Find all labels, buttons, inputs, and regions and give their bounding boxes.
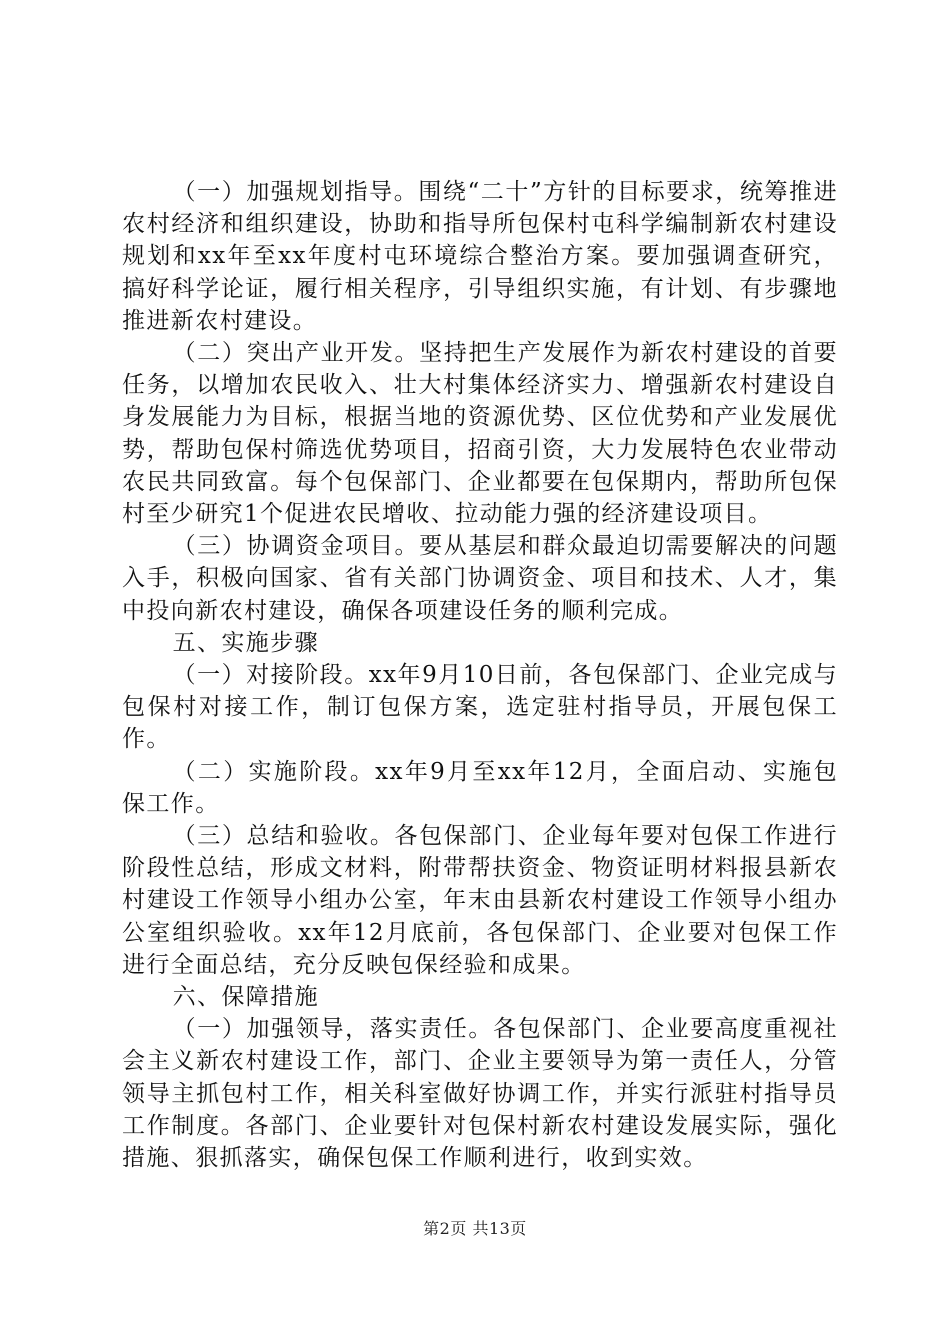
paragraph-summary-acceptance: （三）总结和验收。各包保部门、企业每年要对包保工作进行阶段性总结，形成文材料，附带帮扶资金、物资证明材料报县新农村建设工作领导小组办公室，年末由县新农村建设工作领导小组办公室组织验收。xx年12月底前，各包保部门、企业要对包保工作进行全面总结，充分反映包保经验和成果。 [122, 823, 838, 978]
paragraph-docking-stage: （一）对接阶段。xx年9月10日前，各包保部门、企业完成与包保村对接工作，制订包保方案，选定驻村指导员，开展包保工作。 [122, 662, 838, 753]
page-footer: 第2页 共13页 [423, 1219, 527, 1238]
paragraph-leadership-responsibility: （一）加强领导，落实责任。各包保部门、企业要高度重视社会主义新农村建设工作，部门、企业主要领导为第一责任人，分管领导主抓包村工作，相关科室做好协调工作，并实行派驻村指导员工作制度。各部门、企业要针对包保村新农村建设发展实际，强化措施、狠抓落实，确保包保工作顺利进行，收到实效。 [122, 1016, 838, 1172]
paragraph-implementation-stage: （二）实施阶段。xx年9月至xx年12月，全面启动、实施包保工作。 [122, 758, 838, 817]
document-body [122, 176, 838, 1174]
paragraph-industry-development: （二）突出产业开发。坚持把生产发展作为新农村建设的首要任务，以增加农民收入、壮大村集体经济实力、增强新农村建设自身发展能力为目标，根据当地的资源优势、区位优势和产业发展优势，帮助包保村筛选优势项目，招商引资，大力发展特色农业带动农民共同致富。每个包保部门、企业都要在包保期内，帮助所包保村至少研究1个促进农民增收、拉动能力强的经济建设项目。 [122, 340, 838, 528]
paragraph-planning-guidance: （一）加强规划指导。围绕“二十”方针的目标要求，统筹推进农村经济和组织建设，协助和指导所包保村屯科学编制新农村建设规划和xx年至xx年度村屯环境综合整治方案。要加强调查研究，搞好科学论证，履行相关程序，引导组织实施，有计划、有步骤地推进新农村建设。 [122, 179, 838, 334]
section-heading-safeguards: 六、保障措施 [172, 984, 319, 1011]
paragraph-funding-projects: （三）协调资金项目。要从基层和群众最迫切需要解决的问题入手，积极向国家、省有关部门协调资金、项目和技术、人才，集中投向新农村建设，确保各项建设任务的顺利完成。 [122, 533, 838, 624]
section-heading-implementation-steps: 五、实施步骤 [172, 629, 319, 656]
